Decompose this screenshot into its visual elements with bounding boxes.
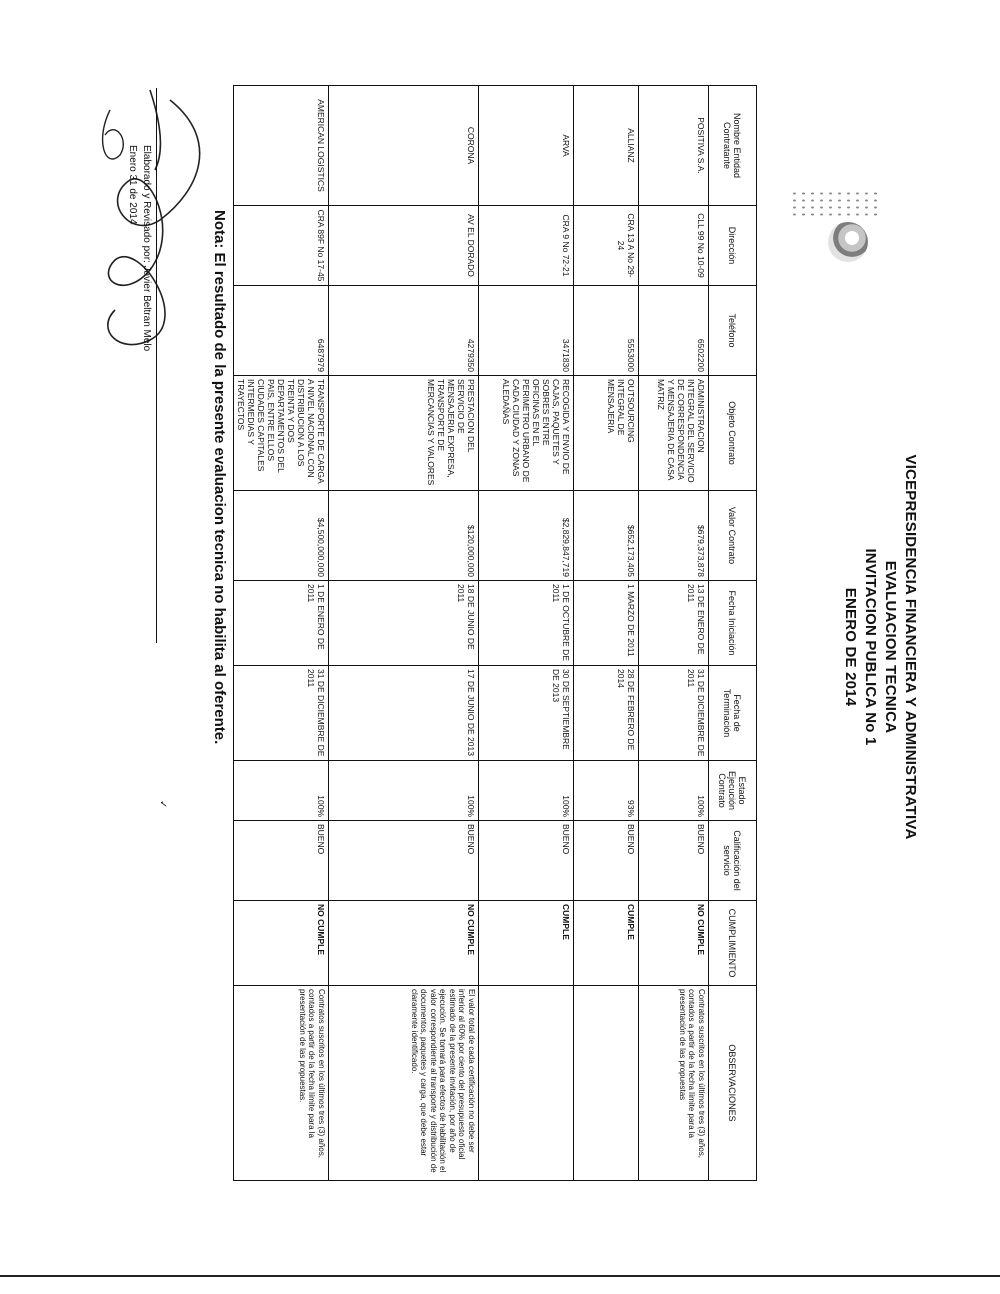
title-line-4: ENERO DE 2014 — [842, 587, 859, 707]
signature-date: Enero 31 de 2014 — [127, 145, 138, 225]
cell-entidad: POSITIVA S.A. — [639, 86, 709, 206]
cell-cumplimiento: NO CUMPLE — [234, 901, 329, 986]
cell-objeto: RECOGIDA Y ENVIO DE CAJAS, PAQUETES Y SOBRES ENTRE OFICINAS EN EL PERIMETRO URBANO DE CADA CIUDAD Y ZONAS ALEDAÑAS — [479, 376, 574, 491]
col-header-terminacion: Fecha de Terminación — [709, 666, 757, 761]
cell-inicio: 1 DE OCTUBRE DE 2011 — [479, 581, 574, 666]
cell-entidad: ALLIANZ — [574, 86, 639, 206]
cell-direccion: CRA 89F No 17-45 — [234, 206, 329, 286]
cell-calificacion: BUENO — [479, 821, 574, 901]
cell-objeto: ADMINISTRACION INTEGRAL DEL SERVICIO DE CORRESPONDENCIA Y MENSAJERIA DE CASA MATRIZ — [639, 376, 709, 491]
cell-direccion: CRA 9 No 72-21 — [479, 206, 574, 286]
cell-observaciones: Contratos suscritos en los últimos tres (3) años, contados a partir de la fecha límite para la presentación de las propuestas — [639, 986, 709, 1181]
cell-direccion: AV EL DORADO — [329, 206, 479, 286]
col-header-observaciones: OBSERVACIONES — [709, 986, 757, 1181]
cell-entidad: AMERICAN LOGISTICS — [234, 86, 329, 206]
cell-telefono: 6487979 — [234, 286, 329, 376]
cell-entidad: CORONA — [329, 86, 479, 206]
col-header-direccion: Dirección — [709, 206, 757, 286]
cell-estado: 100% — [329, 761, 479, 821]
cell-inicio: 13 DE ENERO DE 2011 — [639, 581, 709, 666]
checkmark-icon: ✓ — [157, 800, 168, 809]
table-row — [479, 86, 574, 1181]
cell-direccion: CLL 99 No 10-09 — [639, 206, 709, 286]
cell-direccion: CRA 13 A No 29-24 — [574, 206, 639, 286]
table-row — [234, 86, 329, 1181]
cell-inicio: 18 DE JUNIO DE 2011 — [329, 581, 479, 666]
cell-valor: $120,000,000 — [329, 491, 479, 581]
cell-observaciones: El valor total de cada certificación no debe ser inferior al 60% por ciento del presupuesto oficial estimado de la presente invitación, por año de ejecución. Se tomará para efectos de habilitación el valor correspondiente al transporte y distribución de documentos, paquetes y carga, que debe estar claramente identificado. — [329, 986, 479, 1181]
col-header-estado: Estado Ejecución Contrato — [709, 761, 757, 821]
cell-valor: $652,173,405 — [574, 491, 639, 581]
col-header-cumplimiento: CUMPLIMIENTO — [709, 901, 757, 986]
col-header-calificacion: Calificación del servicio — [709, 821, 757, 901]
col-header-inicio: Fecha Iniciación — [709, 581, 757, 666]
cell-cumplimiento: CUMPLE — [574, 901, 639, 986]
cell-terminacion: 17 DE JUNIO DE 2013 — [329, 666, 479, 761]
cell-observaciones — [574, 986, 639, 1181]
cell-valor: $2,829,847,719 — [479, 491, 574, 581]
cell-estado: 100% — [234, 761, 329, 821]
table-row — [329, 86, 479, 1181]
cell-estado: 100% — [639, 761, 709, 821]
title-line-3: INVITACION PUBLICA No 1 — [862, 548, 879, 746]
title-line-2: EVALUACION TECNICA — [882, 560, 899, 734]
cell-calificacion: BUENO — [234, 821, 329, 901]
cell-calificacion: BUENO — [639, 821, 709, 901]
cell-estado: 100% — [479, 761, 574, 821]
cell-inicio: 1 DE ENERO DE 2011 — [234, 581, 329, 666]
cell-valor: $679,373,878 — [639, 491, 709, 581]
signature-line — [156, 88, 157, 643]
cell-objeto: OUTSOURCING INTEGRAL DE MENSAJERIA — [574, 376, 639, 491]
cell-estado: 93% — [574, 761, 639, 821]
table-header-row — [709, 86, 757, 1181]
cell-entidad: ARVA — [479, 86, 574, 206]
col-header-entidad: Nombre Entidad Contratante — [709, 86, 757, 206]
cell-terminacion: 30 DE SEPTIEMBRE DE 2013 — [479, 666, 574, 761]
cell-valor: $4,500,000,000 — [234, 491, 329, 581]
col-header-valor: Valor Contrato — [709, 491, 757, 581]
table-row — [639, 86, 709, 1181]
table-row — [574, 86, 639, 1181]
cell-telefono: 6502200 — [639, 286, 709, 376]
cell-calificacion: BUENO — [574, 821, 639, 901]
cell-cumplimiento: CUMPLE — [479, 901, 574, 986]
evaluation-note: Nota: El resultado de la presente evaluacion tecnica no habilita al oferente. — [211, 210, 228, 745]
cell-terminacion: 31 DE DICIEMBRE DE 2011 — [639, 666, 709, 761]
page-bottom-rule — [0, 1275, 1000, 1277]
evaluation-table — [233, 85, 757, 1181]
signed-by: Elaborado y Revisado por: Javier Beltran Melo — [141, 145, 152, 352]
cell-terminacion: 28 DE FEBRERO DE 2014 — [574, 666, 639, 761]
cell-observaciones: Contratos suscritos en los últimos tres (3) años, contados a partir de la fecha límite para la presentación de las propuestas. — [234, 986, 329, 1181]
cell-cumplimiento: NO CUMPLE — [329, 901, 479, 986]
title-line-1: VICEPRESIDENCIA FINANCIERA Y ADMINISTRATIVA — [902, 454, 919, 840]
document-title-block — [840, 0, 920, 1294]
cell-telefono: 4279350 — [329, 286, 479, 376]
cell-telefono: 5553000 — [574, 286, 639, 376]
col-header-telefono: Teléfono — [709, 286, 757, 376]
cell-cumplimiento: NO CUMPLE — [639, 901, 709, 986]
cell-telefono: 3471830 — [479, 286, 574, 376]
cell-terminacion: 31 DE DICIEMBRE DE 2011 — [234, 666, 329, 761]
cell-objeto: TRANSPORTE DE CARGA A NIVEL NACIONAL CON DISTRIBUCION A LOS TREINTA Y DOS DEPARTAMENTOS DEL PAIS, ENTRE ELLOS CIUDADES CAPITALES INTERMEDIAS Y TRAYECTOS — [234, 376, 329, 491]
cell-inicio: 1 MARZO DE 2011 — [574, 581, 639, 666]
cell-observaciones — [479, 986, 574, 1181]
col-header-objeto: Objeto Contrato — [709, 376, 757, 491]
cell-objeto: PRESTACION DEL SERVICIO DE MENSAJERIA EXPRESA, TRANSPORTE DE MERCANCIAS Y VALORES — [329, 376, 479, 491]
cell-calificacion: BUENO — [329, 821, 479, 901]
